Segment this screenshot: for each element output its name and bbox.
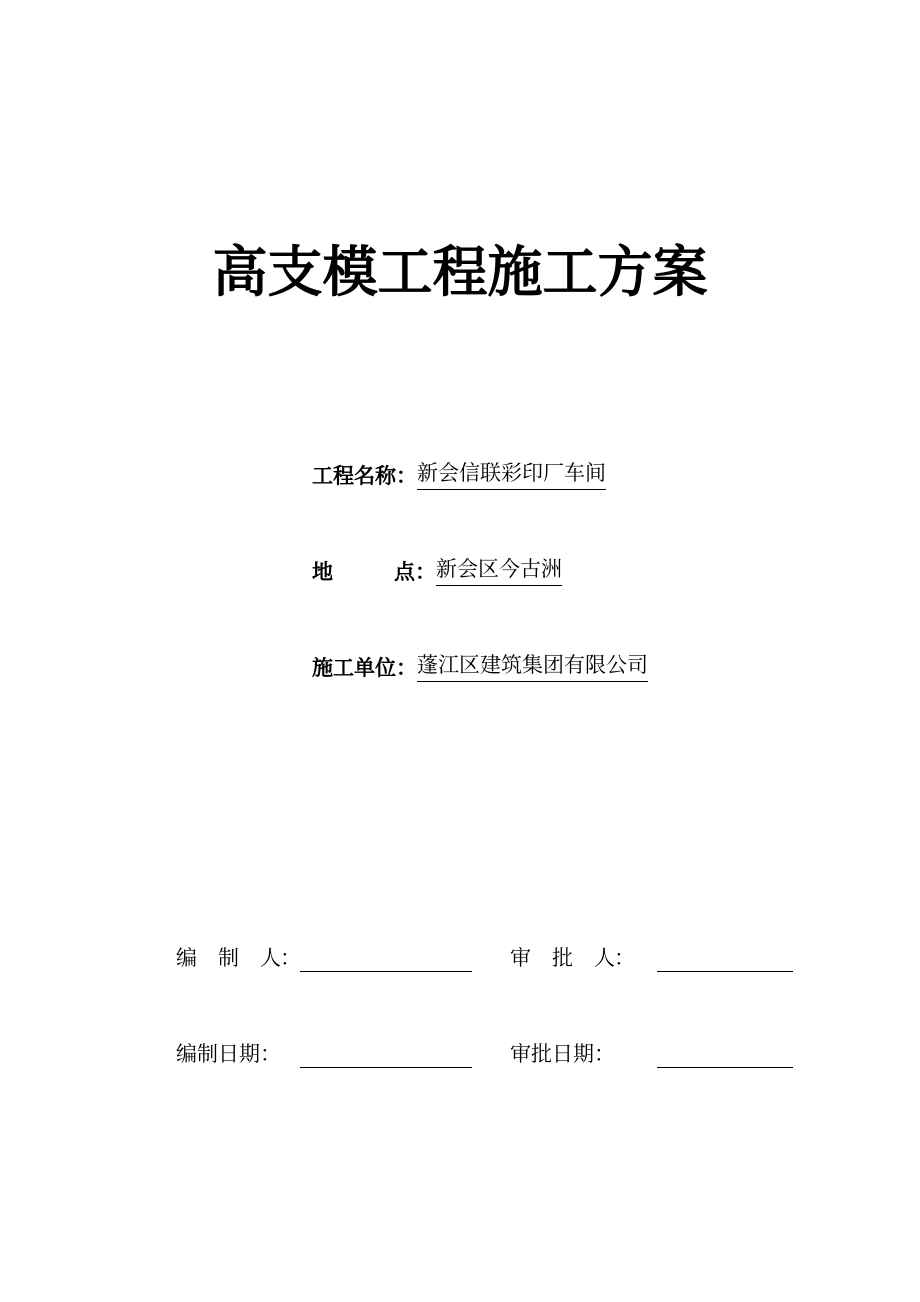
contractor-value: 蓬江区建筑集团有限公司 xyxy=(417,651,648,682)
prepare-date-label: 编制日期： xyxy=(176,1042,281,1066)
preparer-char-2: 制 xyxy=(218,946,239,970)
date-row xyxy=(176,1037,816,1071)
location-label-left: 地 xyxy=(312,560,333,584)
approve-date-label: 审批日期： xyxy=(510,1042,615,1066)
location-label xyxy=(312,555,436,589)
approver-signature-line xyxy=(657,971,793,972)
location-row xyxy=(312,555,562,589)
preparer-label xyxy=(176,941,281,975)
preparer-char-1: 编 xyxy=(176,946,197,970)
preparer-colon: ： xyxy=(280,946,301,970)
project-name-row xyxy=(312,459,606,493)
project-name-label: 工程名称： xyxy=(312,464,417,488)
contractor-label: 施工单位： xyxy=(312,656,417,680)
location-value: 新会区今古洲 xyxy=(436,555,562,586)
signature-row xyxy=(176,941,816,975)
approver-char-3: 人 xyxy=(594,946,615,970)
contractor-row xyxy=(312,651,648,685)
preparer-char-3: 人 xyxy=(260,946,281,970)
location-label-right: 点： xyxy=(394,560,436,584)
document-title: 高支模工程施工方案 xyxy=(212,240,708,304)
project-name-value: 新会信联彩印厂车间 xyxy=(417,459,606,490)
approver-char-2: 批 xyxy=(552,946,573,970)
approver-label xyxy=(510,941,615,975)
approver-char-1: 审 xyxy=(510,946,531,970)
approve-date-line xyxy=(657,1067,793,1068)
preparer-signature-line xyxy=(300,971,472,972)
prepare-date-line xyxy=(300,1067,472,1068)
approver-colon: ： xyxy=(614,946,635,970)
